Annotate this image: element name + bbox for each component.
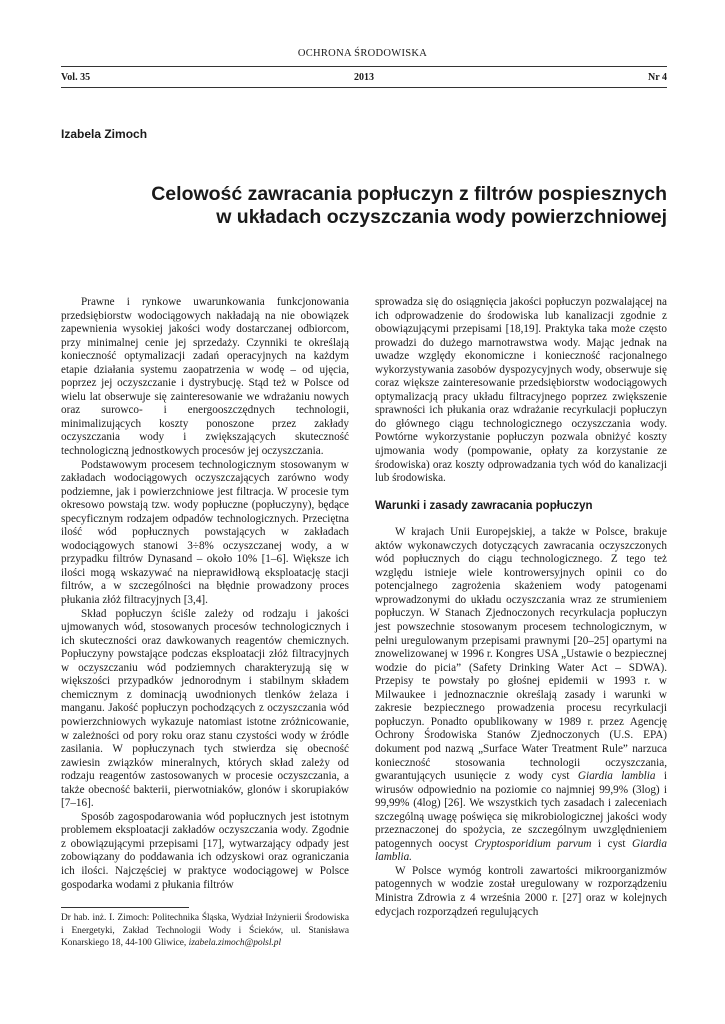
article-author: Izabela Zimoch <box>61 127 148 141</box>
right-column <box>375 296 667 919</box>
issue-year: 2013 <box>354 72 374 83</box>
issue-number: Nr 4 <box>648 72 667 83</box>
section-heading: Warunki i zasady zawracania popłuczyn <box>375 499 593 512</box>
paragraph: sprowadza się do osiągnięcia jakości popłuczyn pozwalającej na ich odprowadzenie do środowiska lub kanalizacji zgodnie z obowiązującymi przepisami [18,19]. Praktyka taka może często prowadzi do dużego marnotrawstwa wody. Mając jednak na uwadze względy ekonomiczne i konieczność racjonalnego wykorzystywania zasobów dyspozycyjnych wody, obserwuje się coraz większe zainteresowanie przedsiębiorstw wodociągowych optymalizacją pracy układu filtracyjnego poprzez zwiększenie sprawności ich płukania oraz wdrażanie recyrkulacji popłuczyn do głównego ciągu technologicznego oczyszczania wody. Powtórne wykorzystanie popłuczyn pozwala obniżyć koszty ujmowania wody (pompowanie, opłaty za korzystanie ze środowiska) oraz koszty odprowadzania tych wód do kanalizacji lub środowiska. <box>375 296 667 485</box>
text-run: W krajach Unii Europejskiej, a także w Polsce, brakuje aktów wykonawczych dotyczących zawracania oczyszczonych wód popłucznych do ciągu technologicznego. Z tego też względu istnieje wiele kontrowersyjnych opinii co do potencjalnego zagrożenia skażeniem wody patogenami wprowadzonymi do układu oczyszczania wraz ze strumieniem popłuczyn. W Stanach Zjednoczonych recyrkulacja popłuczyn jest powszechnie stosowanym procesem technologicznym, w pełni uregulowanym przepisami prawnymi [20–25] opartymi na znowelizowanej w 1996 r. Kongres USA „Ustawie o bezpiecznej wodzie do picia” (Safety Drinking Water Act – SDWA). Przepisy te powstały po głośnej epidemii w 1993 r. w Milwaukee i jednoznacznie określają zasady i warunki w zakresie bezpiecznego prowadzenia procesu recyrkulacji popłuczyn. Ponadto opublikowany w 1989 r. przez Agencję Ochrony Środowiska Stanów Zjednoczonych (U.S. EPA) dokument pod nazwą „Surface Water Treatment Rule” narzuca konieczność stosowania technologii oczyszczania, gwarantujących usunięcie z wody cyst <box>375 526 667 783</box>
paragraph: Skład popłuczyn ściśle zależy od rodzaju i jakości ujmowanych wód, stosowanych procesów technologicznych i ich skuteczności oraz dawkowanych reagentów chemicznych. Popłuczyny powstające podczas eksploatacji złóż filtracyjnych w oczyszczaniu wód podziemnych charakteryzują się w większości przypadków jednorodnym i stabilnym składem chemicznym z dominacją uwodnionych tlenków żelaza i manganu. Jakość popłuczyn pochodzących z oczyszczania wód powierzchniowych wykazuje natomiast istotne zróżnicowanie, w zależności od pory roku oraz stanu czystości wody w źródle zasilania. W popłuczynach tych stwierdza się obecność zawiesin związków mineralnych, których skład zależy od rodzaju reagentów zastosowanych w procesie oczyszczania, a także obecność bakterii, pierwotniaków, glonów i skorupiaków [7–16]. <box>61 607 349 810</box>
text-run: i cyst <box>591 837 632 850</box>
left-column <box>61 296 349 892</box>
title-line-1: Celowość zawracania popłuczyn z filtrów pospiesznych <box>151 183 667 205</box>
paragraph: Podstawowym procesem technologicznym stosowanym w zakładach wodociągowych oczyszczających zarówno wody podziemne, jak i powierzchniowe jest filtracja. W procesie tym okresowo powstają tzw. wody popłuczne (popłuczyny), będące specyficznym rodzajem odpadów technologicznych. Przeciętna ilość wód popłucznych powstających w zakładach wodociągowych stanowi 3÷8% oczyszczanej wody, a w przypadku filtrów Dynasand – około 10% [1–6]. Większe ich ilości mogą wskazywać na nieprawidłową eksploatację stacji filtrów, a w szczególności na błędnie prowadzony proces płukania złóż filtracyjnych [3,4]. <box>61 458 349 607</box>
meta-rule <box>61 87 667 88</box>
paragraph: Prawne i rynkowe uwarunkowania funkcjonowania przedsiębiorstw wodociągowych nakładają na nie obowiązek zapewnienia wysokiej jakości wody dostarczanej odbiorcom, przy minimalnej cenie jej sprzedaży. Czynniki te określają konieczność optymalizacji zadań operacyjnych na każdym etapie działania systemu zaopatrzenia w wodę – od ujęcia, poprzez jej oczyszczanie i dystrybucję. Stąd też w Polsce od wielu lat obserwuje się zainteresowanie we wdrażaniu nowych oraz surowco- i energooszczędnych technologii, minimalizujących koszty ponoszone przez zakłady oczyszczania wody i zwiększających skuteczność technologiczną jednostkowych procesów jej oczyszczania. <box>61 296 349 458</box>
journal-name: OCHRONA ŚRODOWISKA <box>297 48 428 59</box>
issue-meta <box>61 72 667 86</box>
header-rule <box>61 66 667 67</box>
paragraph <box>375 526 667 865</box>
text-run: i wirusów odpowiednio na poziomie co najmniej 99,9% (3log) i 99,99% (4log) [26]. We wszystkich tych zasadach i zaleceniach szczególną uwagę poświęca się mikrobiologicznej jakości wody przeznaczonej do spożycia, ze szczególnym uwzględnieniem patogennych oocyst <box>375 770 668 850</box>
author-email[interactable]: izabela.zimoch@polsl.pl <box>188 938 282 949</box>
footnote-text: Dr hab. inż. I. Zimoch: Politechnika Śląska, Wydział Inżynierii Środowiska i Energetyki, Zakład Technologii Wody i Ścieków, ul. Stanisława Konarskiego 18, 44-100 Gliwice, <box>61 913 349 949</box>
paragraph: Sposób zagospodarowania wód popłucznych jest istotnym problemem eksploatacji zakładów oczyszczania wody. Zgodnie z obowiązującymi przepisami [17], wytwarzający odpady jest zobowiązany do poddawania ich odzyskowi oraz ograniczania ich ilości. Najczęściej w praktyce wodociągowej w Polsce gospodarka wodami z płukania filtrów <box>61 810 349 891</box>
species-name: Giardia lamblia <box>577 770 656 783</box>
title-line-2: w układach oczyszczania wody powierzchniowej <box>216 206 667 228</box>
footnote-rule <box>61 907 189 908</box>
species-name: Giardia lamblia. <box>375 837 667 864</box>
species-name: Cryptosporidium parvum <box>474 837 592 850</box>
author-footnote <box>61 912 349 950</box>
paragraph: W Polsce wymóg kontroli zawartości mikroorganizmów patogennych w wodzie został uregulowany w rozporządzeniu Ministra Zdrowia z 4 września 2000 r. [27] oraz w kolejnych edycjach rozporządzeń regulujących <box>375 864 667 918</box>
article-title <box>61 183 667 229</box>
issue-volume: Vol. 35 <box>61 72 91 83</box>
